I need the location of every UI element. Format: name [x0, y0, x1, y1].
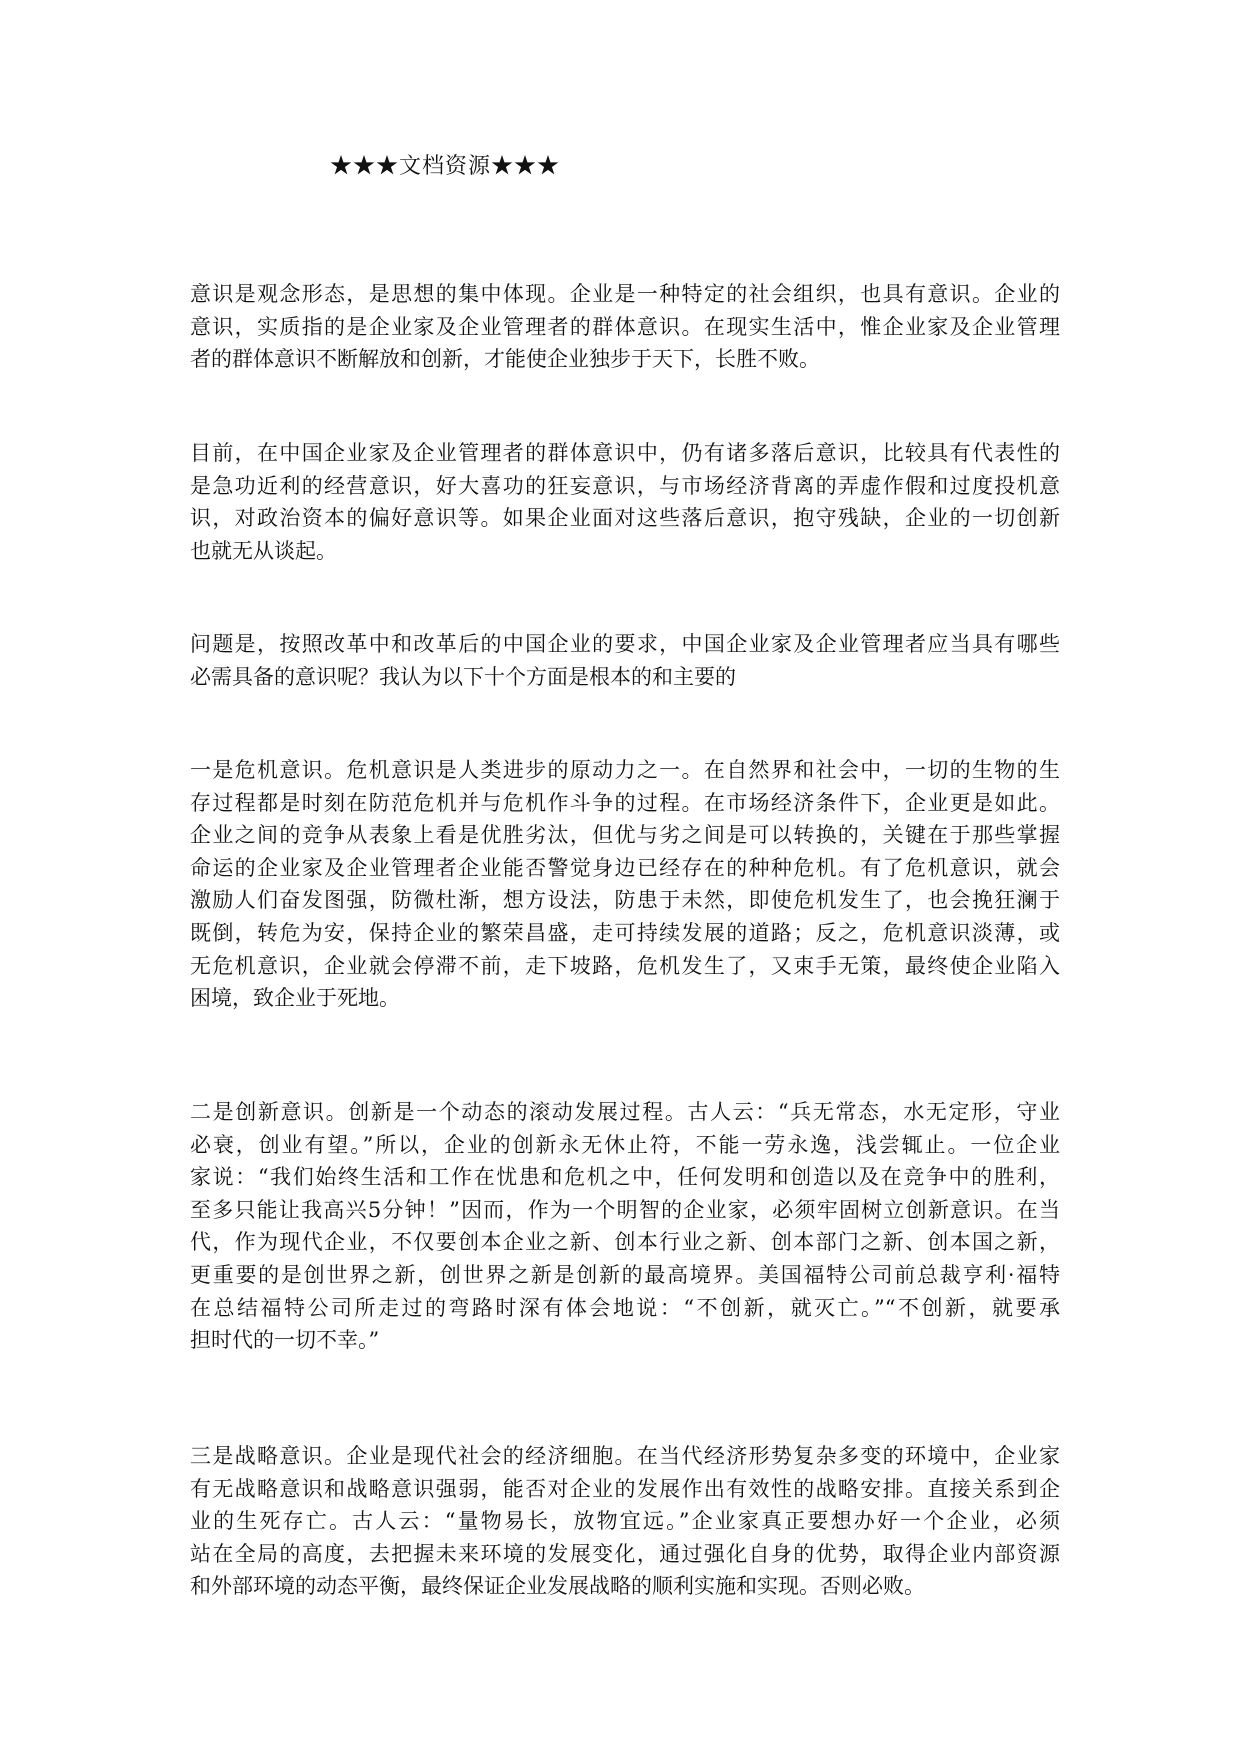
paragraph-line: 目前，在中国企业家及企业管理者的群体意识中，仍有诸多落后意识，比较具有代表性的	[190, 441, 1060, 465]
paragraph-intro	[190, 278, 1060, 376]
paragraph-line: 识，对政治资本的偏好意识等。如果企业面对这些落后意识，抱守残缺，企业的一切创新	[190, 506, 1060, 531]
paragraph-line: 业的生死存亡。古人云：“量物易长，放物宜远。”企业家真正要想办好一个企业，必须	[190, 1509, 1060, 1534]
paragraph-line: 意识是观念形态，是思想的集中体现。企业是一种特定的社会组织，也具有意识。企业的	[190, 282, 1060, 306]
paragraph-line: 二是创新意识。创新是一个动态的滚动发展过程。古人云：“兵无常态，水无定形，守业	[190, 1100, 1060, 1124]
paragraph-crisis-awareness	[190, 754, 1060, 1015]
paragraph-line: 企业之间的竞争从表象上看是优胜劣汰，但优与劣之间是可以转换的，关键在于那些掌握	[190, 823, 1060, 848]
document-header-title: ★★★文档资源★★★	[330, 154, 561, 179]
paragraph-line: 在总结福特公司所走过的弯路时深有体会地说：“不创新，就灭亡。”“不创新，就要承	[190, 1295, 1060, 1320]
paragraph-current-situation	[190, 437, 1060, 567]
paragraph-line: 困境，致企业于死地。	[190, 986, 400, 1011]
paragraph-innovation-awareness	[190, 1096, 1060, 1357]
paragraph-line: 有无战略意识和战略意识强弱，能否对企业的发展作出有效性的战略安排。直接关系到企	[190, 1476, 1060, 1501]
paragraph-line: 和外部环境的动态平衡，最终保证企业发展战略的顺利实施和实现。否则必败。	[190, 1574, 925, 1599]
paragraph-line: 无危机意识，企业就会停滞不前，走下坡路，危机发生了，又束手无策，最终使企业陷入	[190, 953, 1060, 978]
paragraph-line: 也就无从谈起。	[190, 538, 337, 563]
paragraph-line: 必衰，创业有望。”所以，企业的创新永无休止符，不能一劳永逸，浅尝辄止。一位企业	[190, 1132, 1060, 1157]
paragraph-line: 激励人们奋发图强，防微杜渐，想方设法，防患于未然，即使危机发生了，也会挽狂澜于	[190, 888, 1060, 913]
paragraph-line: 至多只能让我高兴5分钟！”因而，作为一个明智的企业家，必须牢固树立创新意识。在当	[190, 1197, 1060, 1222]
paragraph-line: 必需具备的意识呢？我认为以下十个方面是根本的和主要的	[190, 664, 736, 689]
paragraph-line: 家说：“我们始终生活和工作在忧患和危机之中，任何发明和创造以及在竞争中的胜利，	[190, 1165, 1060, 1190]
paragraph-line: 一是危机意识。危机意识是人类进步的原动力之一。在自然界和社会中，一切的生物的生	[190, 758, 1060, 782]
paragraph-strategy-awareness	[190, 1440, 1060, 1603]
paragraph-line: 是急功近利的经营意识，好大喜功的狂妄意识，与市场经济背离的弄虚作假和过度投机意	[190, 473, 1060, 498]
paragraph-line: 问题是，按照改革中和改革后的中国企业的要求，中国企业家及企业管理者应当具有哪些	[190, 632, 1060, 656]
paragraph-line: 意识，实质指的是企业家及企业管理者的群体意识。在现实生活中，惟企业家及企业管理	[190, 314, 1060, 339]
paragraph-line: 既倒，转危为安，保持企业的繁荣昌盛，走可持续发展的道路；反之，危机意识淡薄，或	[190, 920, 1060, 945]
paragraph-line: 站在全局的高度，去把握未来环境的发展变化，通过强化自身的优势，取得企业内部资源	[190, 1541, 1060, 1566]
paragraph-line: 三是战略意识。企业是现代社会的经济细胞。在当代经济形势复杂多变的环境中，企业家	[190, 1444, 1060, 1468]
paragraph-line: 担时代的一切不幸。”	[190, 1328, 380, 1353]
paragraph-line: 者的群体意识不断解放和创新，才能使企业独步于天下，长胜不败。	[190, 347, 820, 372]
paragraph-line: 代，作为现代企业，不仅要创本企业之新、创本行业之新、创本部门之新、创本国之新，	[190, 1230, 1060, 1255]
paragraph-line: 命运的企业家及企业管理者企业能否警觉身边已经存在的种种危机。有了危机意识，就会	[190, 855, 1060, 880]
paragraph-line: 更重要的是创世界之新，创世界之新是创新的最高境界。美国福特公司前总裁亨利·福特	[190, 1262, 1060, 1287]
paragraph-line: 存过程都是时刻在防范危机并与危机作斗争的过程。在市场经济条件下，企业更是如此。	[190, 790, 1060, 815]
paragraph-question	[190, 628, 1060, 693]
